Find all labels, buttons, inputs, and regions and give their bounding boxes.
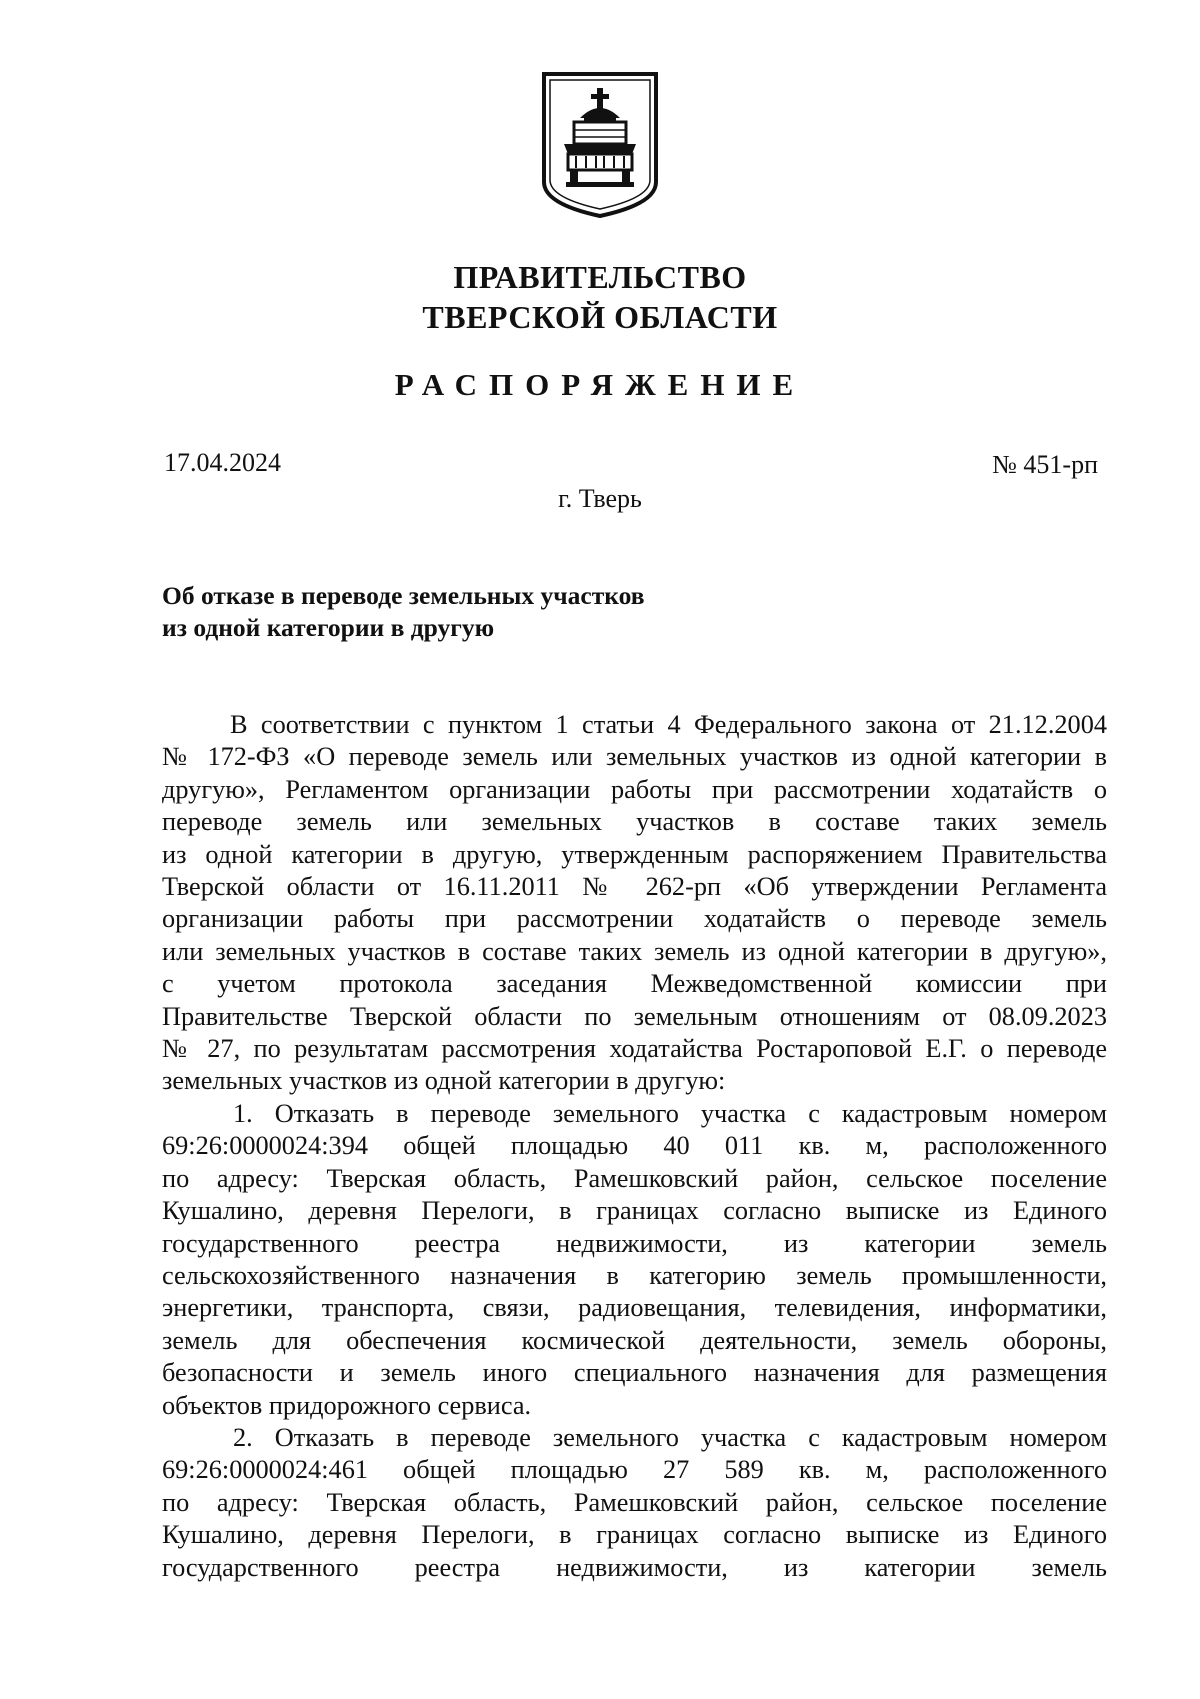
text-line: № 172-ФЗ «О переводе земель или земельных участков из одной категории в: [162, 742, 1107, 772]
text-line: 69:26:0000024:394 общей площадью 40 011 кв. м, расположенного: [162, 1131, 1107, 1161]
text-line: переводе земель или земельных участков в составе таких земель: [162, 807, 1107, 837]
text-line: из одной категории в другую, утвержденным распоряжением Правительства: [162, 839, 1107, 869]
authority-line-2: ТВЕРСКОЙ ОБЛАСТИ: [422, 299, 778, 335]
text-line: Кушалино, деревня Перелоги, в границах согласно выписке из Единого: [162, 1520, 1107, 1550]
text-line: № 27, по результатам рассмотрения ходатайства Ростароповой Е.Г. о переводе: [162, 1034, 1107, 1064]
authority-line-1: ПРАВИТЕЛЬСТВО: [453, 259, 747, 295]
text-line: государственного реестра недвижимости, из категории земель: [162, 1228, 1107, 1258]
issuing-authority: [0, 257, 1200, 337]
document-type: РАСПОРЯЖЕНИЕ: [394, 367, 806, 402]
document-city: г. Тверь: [558, 484, 642, 513]
text-line: или земельных участков в составе таких земель из одной категории в другую»,: [162, 936, 1107, 966]
subject-line: Об отказе в переводе земельных участков: [162, 581, 645, 610]
document-number: № 451-рп: [992, 450, 1098, 479]
preamble-paragraph: [162, 709, 1107, 1098]
text-line: с учетом протокола заседания Межведомственной комиссии при: [162, 969, 1107, 999]
text-line: 69:26:0000024:461 общей площадью 27 589 кв. м, расположенного: [162, 1455, 1107, 1485]
text-line: энергетики, транспорта, связи, радиовещания, телевидения, информатики,: [162, 1293, 1107, 1323]
text-line: Правительстве Тверской области по земельным отношениям от 08.09.2023: [162, 1001, 1107, 1031]
text-line: В соответствии с пунктом 1 статьи 4 Федерального закона от 21.12.2004: [230, 710, 1107, 739]
text-line: по адресу: Тверская область, Рамешковский район, сельское поселение: [162, 1487, 1107, 1517]
text-line: Тверской области от 16.11.2011 № 262-рп «Об утверждении Регламента: [162, 872, 1107, 902]
text-line: 1. Отказать в переводе земельного участка с кадастровым номером: [233, 1098, 1107, 1128]
document-subject: [162, 580, 782, 644]
text-line: по адресу: Тверская область, Рамешковский район, сельское поселение: [162, 1163, 1107, 1193]
text-line: организации работы при рассмотрении ходатайств о переводе земель: [162, 904, 1107, 934]
document-date: 17.04.2024: [164, 448, 281, 477]
text-line: земель для обеспечения космической деятельности, земель обороны,: [162, 1325, 1107, 1355]
text-line: государственного реестра недвижимости, из категории земель: [162, 1552, 1107, 1582]
text-line: объектов придорожного сервиса.: [162, 1390, 532, 1420]
text-line: другую», Регламентом организации работы при рассмотрении ходатайств о: [162, 774, 1107, 804]
text-line: сельскохозяйственного назначения в категорию земель промышленности,: [162, 1260, 1107, 1290]
tver-coat-of-arms-icon: [540, 70, 660, 220]
text-line: Кушалино, деревня Перелоги, в границах согласно выписке из Единого: [162, 1196, 1107, 1226]
text-line: земельных участков из одной категории в другую:: [162, 1066, 726, 1096]
item-1-paragraph: [162, 1098, 1107, 1422]
document-body: [162, 709, 1107, 1584]
coat-of-arms-emblem: [540, 70, 660, 220]
subject-line: из одной категории в другую: [162, 613, 495, 642]
text-line: безопасности и земель иного специального назначения для размещения: [162, 1358, 1107, 1388]
text-line: 2. Отказать в переводе земельного участка с кадастровым номером: [233, 1422, 1107, 1452]
item-2-paragraph: [162, 1422, 1107, 1584]
